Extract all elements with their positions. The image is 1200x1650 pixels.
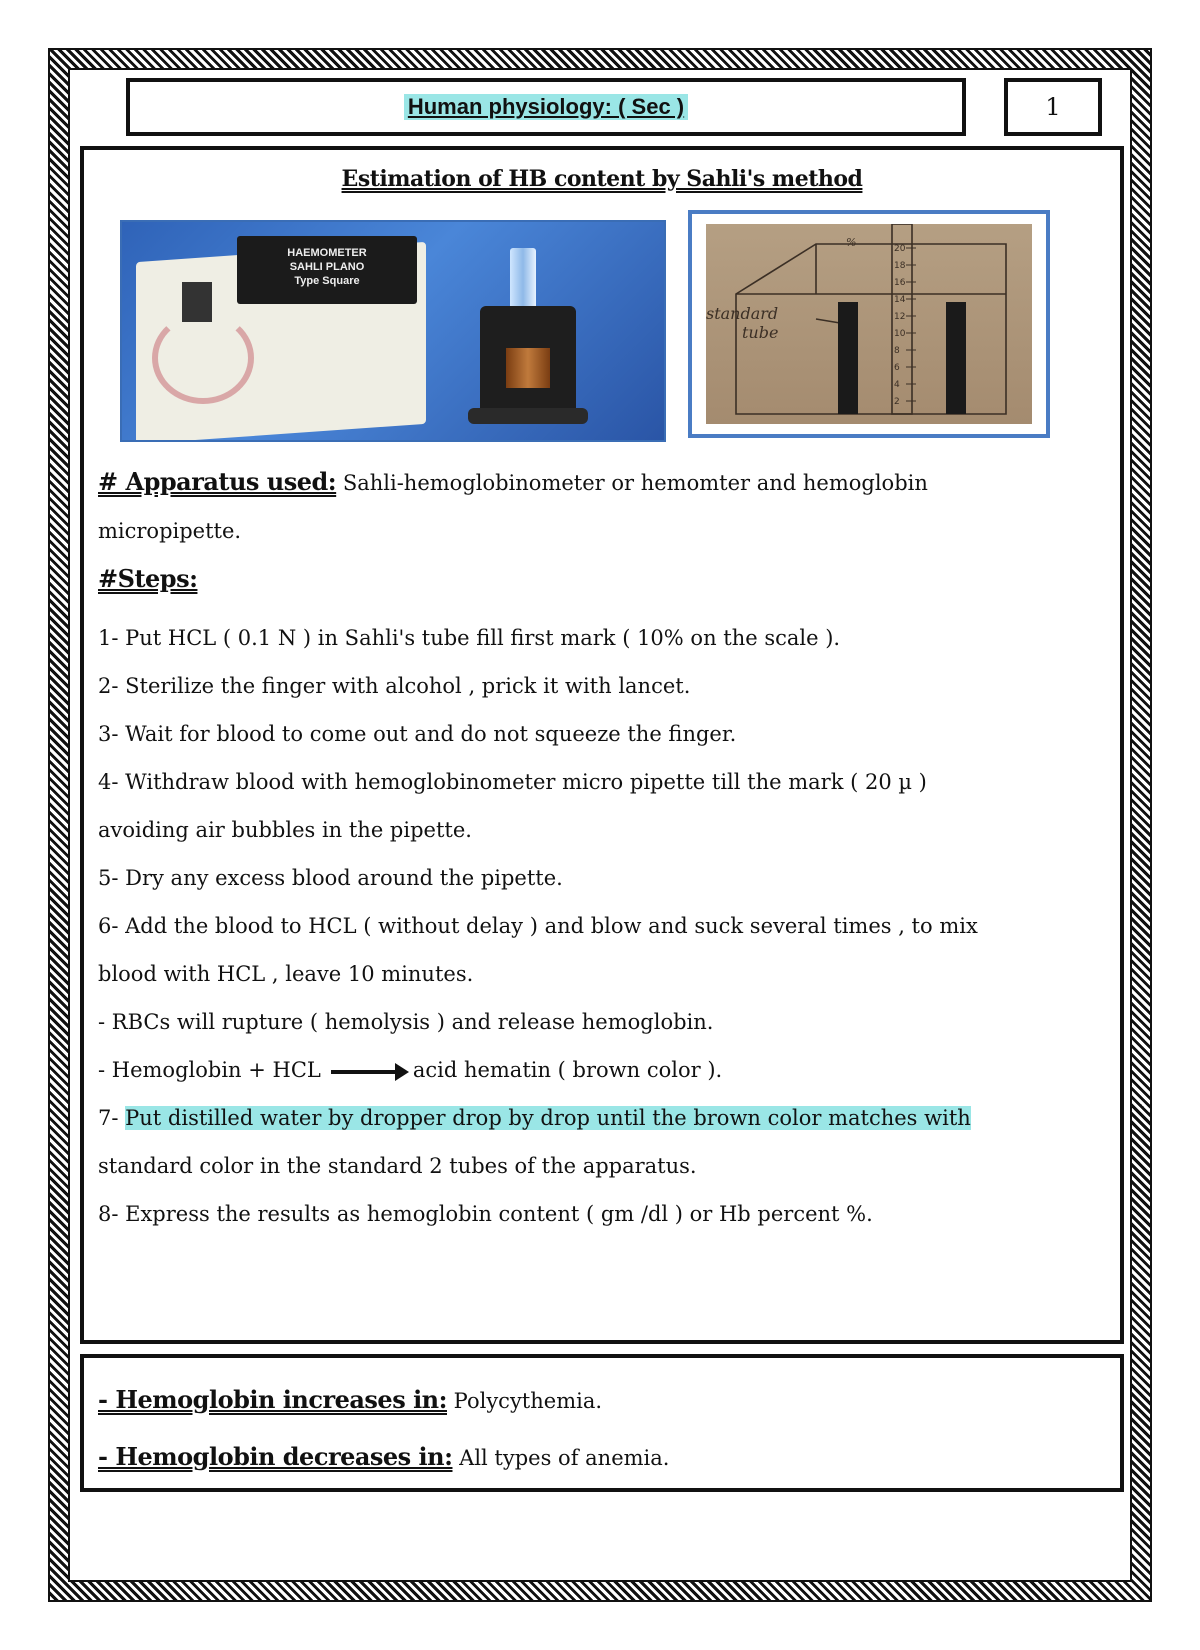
main-content-box: [80, 146, 1124, 1344]
standard-tube-right: [946, 302, 966, 414]
reaction-left: - Hemoglobin + HCL: [98, 1058, 321, 1082]
color-window: [506, 348, 550, 388]
apparatus-line-1: [98, 458, 1102, 507]
standard-tube-left: [838, 302, 858, 414]
increase-note: [98, 1372, 1106, 1429]
scale-tick-label: 8: [894, 346, 900, 356]
scale-tick-label: 18: [894, 261, 906, 271]
header-title: Human physiology: ( Sec ): [404, 94, 688, 120]
apparatus-line-2: micropipette.: [98, 519, 242, 543]
standard-tube-diagram: [706, 224, 1032, 424]
step-8-line: 8- Express the results as hemoglobin content ( gm /dl ) or Hb percent %.: [98, 1202, 873, 1226]
standard-tube-diagram-photo: [688, 210, 1050, 438]
increase-label: - Hemoglobin increases in:: [98, 1385, 447, 1414]
decrease-note: [98, 1429, 1106, 1486]
steps-heading: #Steps:: [98, 564, 198, 593]
decrease-value: All types of anemia.: [452, 1446, 670, 1470]
step-line: avoiding air bubbles in the pipette.: [98, 818, 472, 842]
haemometer-kit-photo: [120, 220, 666, 442]
scale-tick-label: 16: [894, 278, 906, 288]
haemometer-device: [462, 248, 592, 428]
decrease-label: - Hemoglobin decreases in:: [98, 1442, 453, 1471]
rubber-tube: [152, 312, 254, 404]
document-title-wrap: [84, 166, 1120, 192]
step-7-line: [98, 1094, 1102, 1142]
step-7-prefix: 7-: [98, 1106, 126, 1130]
apparatus-text: Sahli-hemoglobinometer or hemomter and hemoglobin: [336, 471, 928, 495]
step-line: 3- Wait for blood to come out and do not squeeze the finger.: [98, 722, 737, 746]
reaction-line: [98, 1046, 1102, 1094]
reaction-right: acid hematin ( brown color ).: [412, 1058, 723, 1082]
body-text: [98, 458, 1102, 1238]
scale-tick-label: 4: [894, 380, 900, 390]
step-line: - RBCs will rupture ( hemolysis ) and release hemoglobin.: [98, 1010, 714, 1034]
scale-tick-label: 2: [894, 397, 900, 407]
document-title: Estimation of HB content by Sahli's method: [341, 166, 863, 192]
scale-tick-label: 14: [894, 295, 906, 305]
step-line: 1- Put HCL ( 0.1 N ) in Sahli's tube fill first mark ( 10% on the scale ).: [98, 626, 841, 650]
device-base: [468, 408, 588, 424]
scale-tick-label: 10: [894, 329, 906, 339]
tube-label: tube: [742, 323, 779, 342]
step-line: 2- Sterilize the finger with alcohol , prick it with lancet.: [98, 674, 691, 698]
step-line: blood with HCL , leave 10 minutes.: [98, 962, 474, 986]
right-arrow-icon: [331, 1070, 405, 1074]
kit-lid-label: HAEMOMETER SAHLI PLANO Type Square: [237, 236, 417, 304]
scale-tick-label: 12: [894, 312, 906, 322]
scale-tick-label: 6: [894, 363, 900, 373]
increase-value: Polycythemia.: [447, 1389, 603, 1413]
hemoglobin-notes-box: [80, 1354, 1124, 1492]
standard-label: standard: [706, 304, 779, 323]
steps-heading-line: [98, 555, 1102, 604]
page-number: 1: [1004, 78, 1102, 136]
step-line: 5- Dry any excess blood around the pipette.: [98, 866, 563, 890]
step-7-highlighted-text: Put distilled water by dropper drop by drop until the brown color matches with: [125, 1106, 971, 1130]
step-line: 4- Withdraw blood with hemoglobinometer micro pipette till the mark ( 20 µ ): [98, 770, 927, 794]
header-title-box: [126, 78, 966, 136]
step-line: 6- Add the blood to HCL ( without delay ) and blow and suck several times , to mix: [98, 914, 978, 938]
apparatus-heading: # Apparatus used:: [98, 467, 337, 496]
percent-label: %: [846, 236, 857, 249]
step-7-continuation: standard color in the standard 2 tubes of the apparatus.: [98, 1154, 697, 1178]
scale-tick-label: 20: [894, 244, 906, 254]
